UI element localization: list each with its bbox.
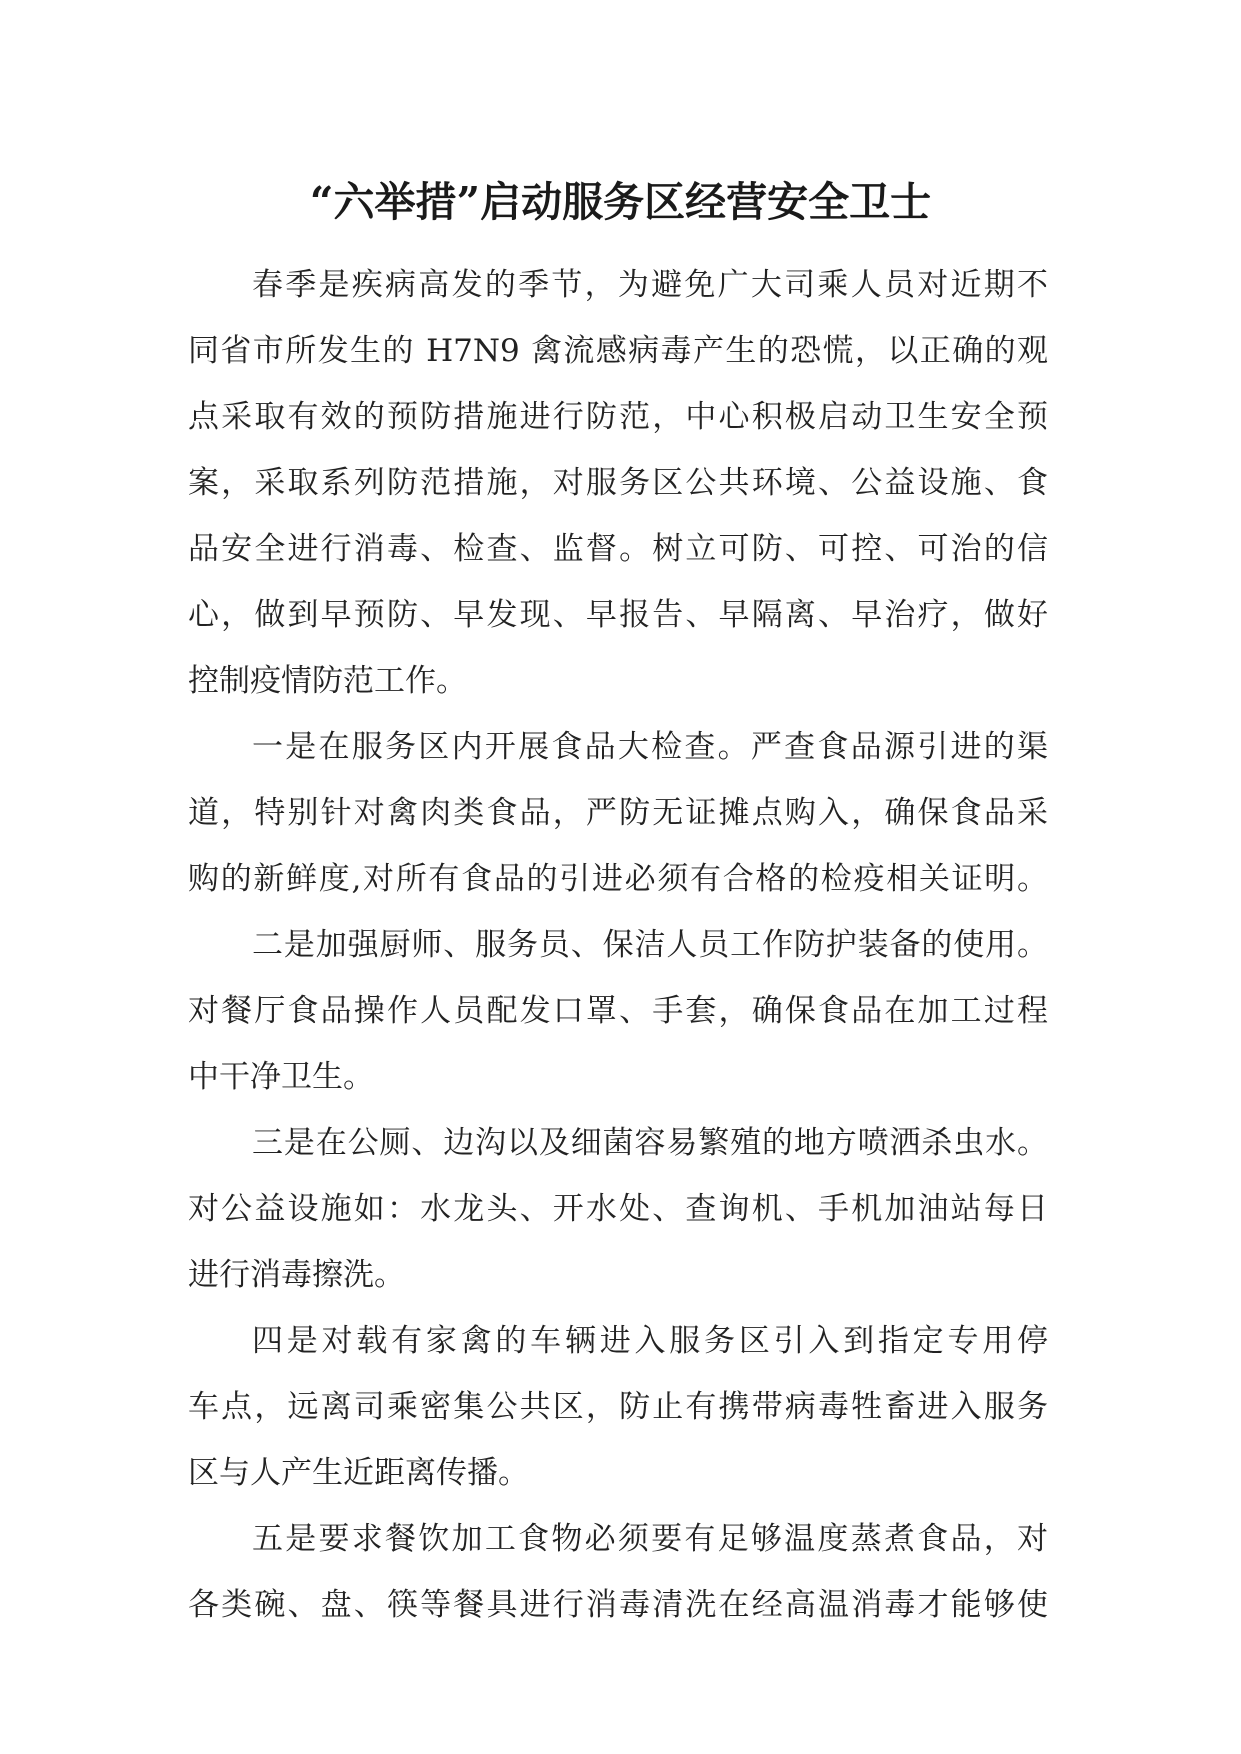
paragraph-measure-2 xyxy=(188,912,1048,1110)
text-line: 同省市所发生的 H7N9 禽流感病毒产生的恐慌，以正确的观 xyxy=(188,333,1048,369)
text-line: 一是在服务区内开展食品大检查。严查食品源引进的渠 xyxy=(252,729,1048,765)
document-body xyxy=(188,252,1048,1638)
paragraph-measure-3 xyxy=(188,1110,1048,1308)
text-line: 道，特别针对禽肉类食品，严防无证摊点购入，确保食品采 xyxy=(188,795,1048,831)
text-line: 案，采取系列防范措施，对服务区公共环境、公益设施、食 xyxy=(188,465,1048,501)
document-title: “六举措”启动服务区经营安全卫士 xyxy=(309,178,932,226)
text-line: 四是对载有家禽的车辆进入服务区引入到指定专用停 xyxy=(252,1323,1048,1359)
text-line: 春季是疾病高发的季节，为避免广大司乘人员对近期不 xyxy=(252,267,1048,303)
text-line: 控制疫情防范工作。 xyxy=(188,663,467,699)
text-line: 三是在公厕、边沟以及细菌容易繁殖的地方喷洒杀虫水。 xyxy=(252,1125,1048,1161)
text-line: 进行消毒擦洗。 xyxy=(188,1257,405,1293)
text-line: 品安全进行消毒、检查、监督。树立可防、可控、可治的信 xyxy=(188,531,1048,567)
paragraph-measure-5 xyxy=(188,1506,1048,1638)
text-line: 对公益设施如：水龙头、开水处、查询机、手机加油站每日 xyxy=(188,1191,1048,1227)
text-line: 中干净卫生。 xyxy=(188,1059,374,1095)
paragraph-measure-4 xyxy=(188,1308,1048,1506)
paragraph-intro xyxy=(188,252,1048,714)
text-line: 区与人产生近距离传播。 xyxy=(188,1455,529,1491)
text-line: 购的新鲜度,对所有食品的引进必须有合格的检疫相关证明。 xyxy=(188,861,1048,897)
text-line: 心，做到早预防、早发现、早报告、早隔离、早治疗，做好 xyxy=(188,597,1048,633)
text-line: 点采取有效的预防措施进行防范，中心积极启动卫生安全预 xyxy=(188,399,1048,435)
text-line: 五是要求餐饮加工食物必须要有足够温度蒸煮食品，对 xyxy=(252,1521,1048,1557)
paragraph-measure-1 xyxy=(188,714,1048,912)
text-line: 车点，远离司乘密集公共区，防止有携带病毒牲畜进入服务 xyxy=(188,1389,1048,1425)
text-line: 对餐厅食品操作人员配发口罩、手套，确保食品在加工过程 xyxy=(188,993,1048,1029)
text-line: 二是加强厨师、服务员、保洁人员工作防护装备的使用。 xyxy=(252,927,1048,963)
text-line: 各类碗、盘、筷等餐具进行消毒清洗在经高温消毒才能够使 xyxy=(188,1587,1048,1623)
